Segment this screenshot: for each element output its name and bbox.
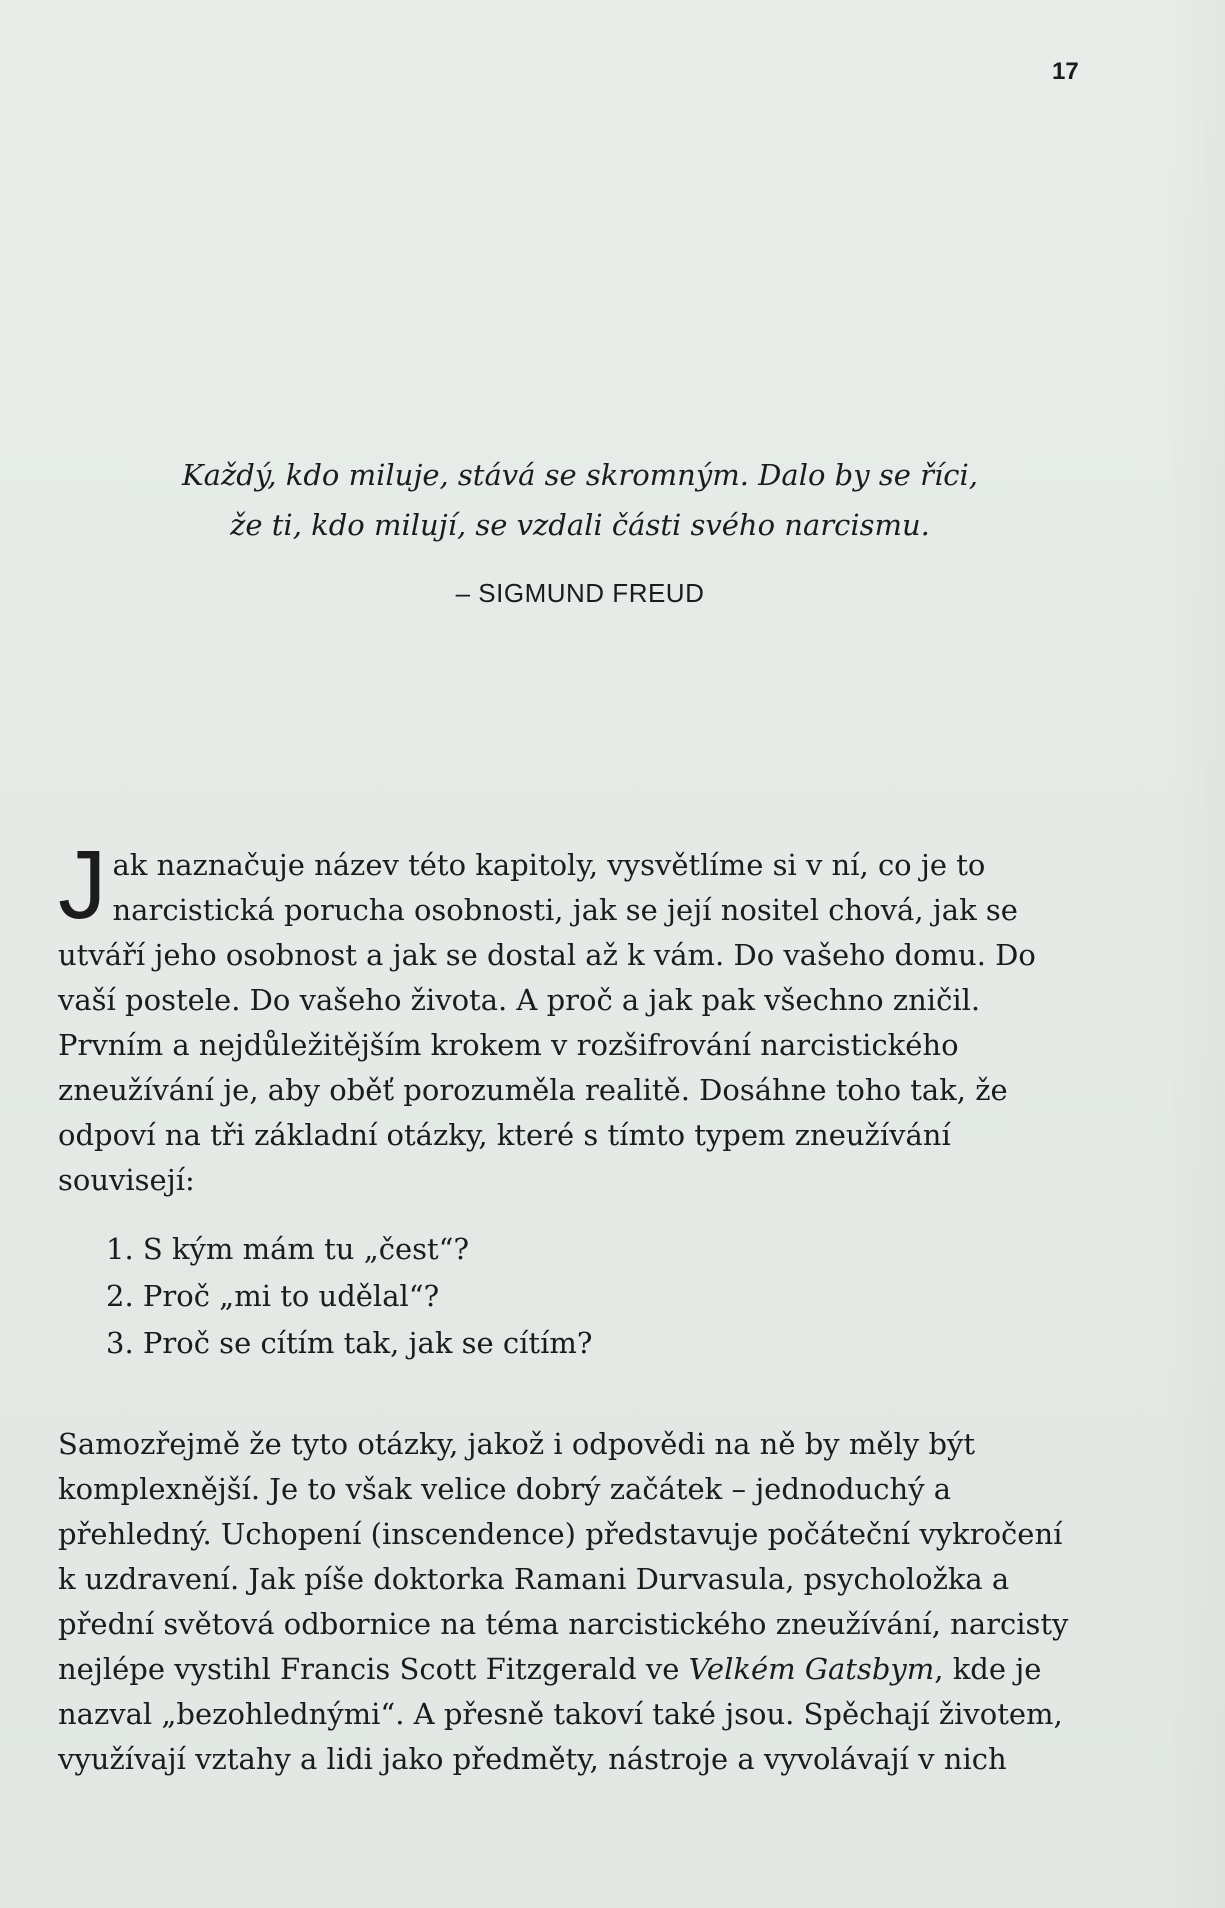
paragraph-explanation-text-start: Samozřejmě že tyto otázky, jakož i odpovědi na ně by měly být komplexnější. Je to však velice dobrý začátek – jednoduchý a přehledný. Uchopení (inscendence) představuje počáteční vykročení k uzdravení. Jak píše doktorka Ramani Durvasula, psycholožka a přední světová odbornice na téma narcistického zneužívání, narcisty nejlépe vystihl Francis Scott Fitzgerald ve [58, 1427, 1069, 1686]
book-title: Velkém Gatsbym [688, 1652, 935, 1686]
epigraph-quote [0, 450, 1160, 550]
list-item: 1. S kým mám tu „čest“? [106, 1232, 470, 1266]
paragraph-intro-text: ak naznačuje název této kapitoly, vysvětlíme si v ní, co je to narcistická porucha osobnosti, jak se její nositel chová, jak se utváří jeho osobnost a jak se dostal až k vám. Do vašeho domu. Do vaší postele. Do vašeho života. A proč a jak pak všechno zničil. Prvním a nejdůležitějším krokem v rozšifrování narcistického zneužívání je, aby oběť porozuměla realitě. Dosáhne toho tak, že odpoví na tři základní otázky, které s tímto typem zneužívání souvisejí: [58, 848, 1036, 1197]
epigraph-line-2: že ti, kdo milují, se vzdali části svého narcismu. [230, 508, 930, 542]
epigraph-attribution: – SIGMUND FREUD [455, 578, 705, 608]
paragraph-explanation [58, 1422, 1078, 1782]
list-item: 3. Proč se cítím tak, jak se cítím? [106, 1326, 593, 1360]
paragraph-explanation-text-end: , kde je nazval „bezohlednými“. A přesně takoví také jsou. Spěchají životem, využívají vztahy a lidi jako předměty, nástroje a vyvolávají v nich [58, 1652, 1063, 1776]
question-list [106, 1226, 592, 1367]
page-number: 17 [1052, 58, 1079, 85]
list-item: 2. Proč „mi to udělal“? [106, 1279, 440, 1313]
epigraph-line-1: Každý, kdo miluje, stává se skromným. Dalo by se říci, [182, 458, 978, 492]
page-edge-shadow [1165, 0, 1225, 1908]
drop-cap: J [58, 830, 107, 939]
paragraph-intro [58, 830, 1078, 1203]
